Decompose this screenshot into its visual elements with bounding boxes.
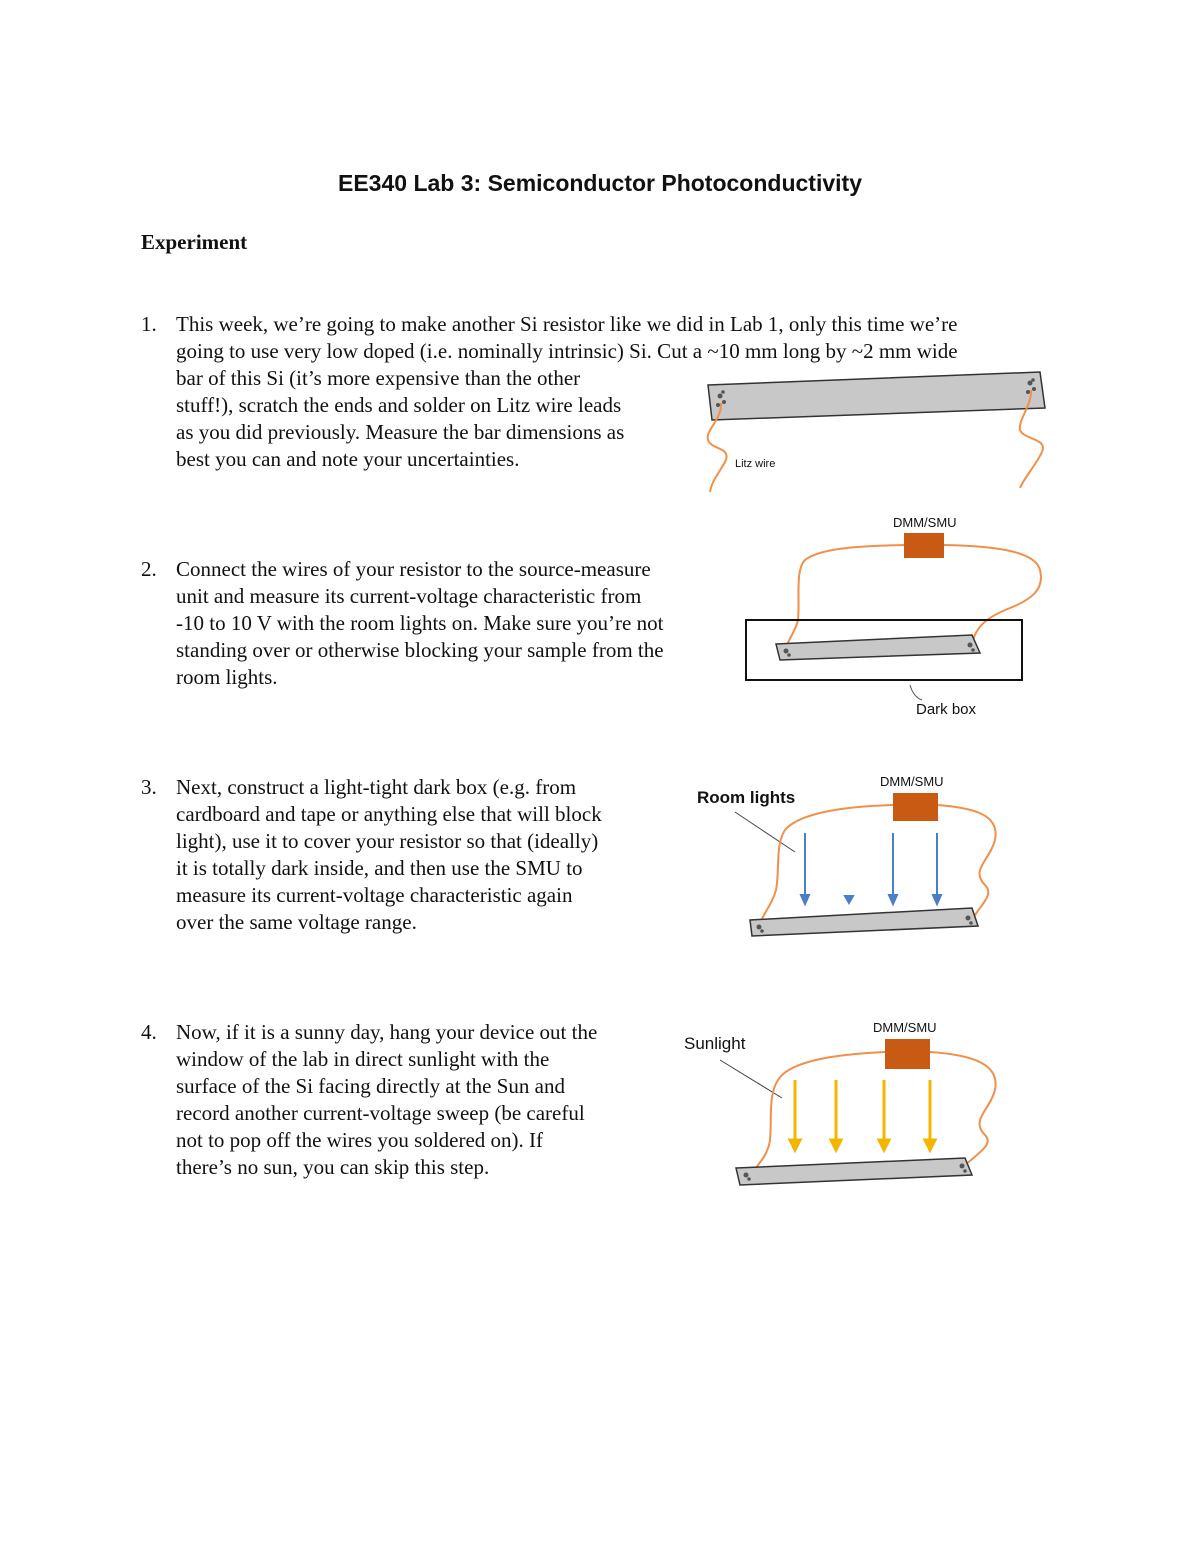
litz-wire-right [1020,390,1043,488]
step-1-line-6: best you can and note your uncertainties. [176,447,520,471]
step-4-line-2: window of the lab in direct sunlight with the [176,1047,550,1071]
room-lights-label: Room lights [697,788,796,807]
si-bar-4 [736,1158,972,1185]
litz-wire-label: Litz wire [735,458,776,470]
step-1-line-3: bar of this Si (it’s more expensive than the other [176,366,581,390]
step-3-line-2: cardboard and tape or anything else that will block [176,802,602,826]
dmm-smu-label-4: DMM/SMU [873,1020,937,1035]
si-bar-2 [776,635,980,660]
step-3-line-4: it is totally dark inside, and then use the SMU to [176,856,583,880]
step-3-line-6: over the same voltage range. [176,910,417,934]
dmm-smu-box-3 [893,793,938,821]
step-4-line-3: surface of the Si facing directly at the Sun and [176,1074,565,1098]
room-lights-pointer [735,812,795,852]
step-3-line-3: light), use it to cover your resistor so that (ideally) [176,829,599,853]
step-3-line-5: measure its current-voltage characteristic again [176,883,573,907]
dark-box [746,620,1022,680]
dmm-smu-label-2: DMM/SMU [893,515,957,530]
wire-left-2 [786,545,904,648]
wire-right-3 [938,805,996,920]
step-3-number: 3. [141,775,157,799]
sunlight-label: Sunlight [684,1034,746,1053]
wire-left-3 [758,805,893,928]
dmm-smu-box-4 [885,1039,930,1069]
step-4-number: 4. [141,1020,157,1044]
step-1-line-5: as you did previously. Measure the bar dimensions as [176,420,625,444]
step-2-number: 2. [141,557,157,581]
wire-right-4 [930,1052,996,1168]
solder-blob-left [716,390,726,407]
wire-left-4 [750,1052,885,1175]
step-4-line-1: Now, if it is a sunny day, hang your device out the [176,1020,598,1044]
sunlight-arrows [790,1080,935,1150]
step-3-line-1: Next, construct a light-tight dark box (e.g. from [176,775,577,799]
step-1-line-2: going to use very low doped (i.e. nominally intrinsic) Si. Cut a ~10 mm long by ~2 mm wide [176,339,958,363]
page-title: EE340 Lab 3: Semiconductor Photoconductivity [338,170,862,196]
room-light-arrows [801,833,941,904]
step-2-line-1: Connect the wires of your resistor to the source-measure [176,557,651,581]
dmm-smu-box-2 [904,533,944,558]
solder-blobs-3 [757,916,973,933]
step-1-number: 1. [141,312,157,336]
step-4-line-5: not to pop off the wires you soldered on). If [176,1128,544,1152]
wire-right-2 [944,545,1041,645]
si-bar-3 [750,908,978,936]
sunlight-pointer [720,1060,782,1098]
step-4-line-6: there’s no sun, you can skip this step. [176,1155,490,1179]
dark-box-label: Dark box [916,701,977,718]
section-heading: Experiment [141,230,248,254]
step-4-line-4: record another current-voltage sweep (be careful [176,1101,585,1125]
solder-blobs-2 [784,643,975,657]
si-bar [708,372,1045,420]
step-2-line-4: standing over or otherwise blocking your sample from the [176,638,664,662]
step-1-line-1: This week, we’re going to make another Si resistor like we did in Lab 1, only this time we’re [176,312,958,336]
step-2-line-5: room lights. [176,665,278,689]
dark-box-pointer [910,685,922,700]
dmm-smu-label-3: DMM/SMU [880,774,944,789]
litz-wire-left [708,403,727,492]
solder-blobs-4 [744,1164,967,1181]
solder-blob-right [1026,378,1036,394]
step-2-line-3: -10 to 10 V with the room lights on. Make sure you’re not [176,611,664,635]
step-2-line-2: unit and measure its current-voltage characteristic from [176,584,642,608]
step-1-line-4: stuff!), scratch the ends and solder on Litz wire leads [176,393,622,417]
